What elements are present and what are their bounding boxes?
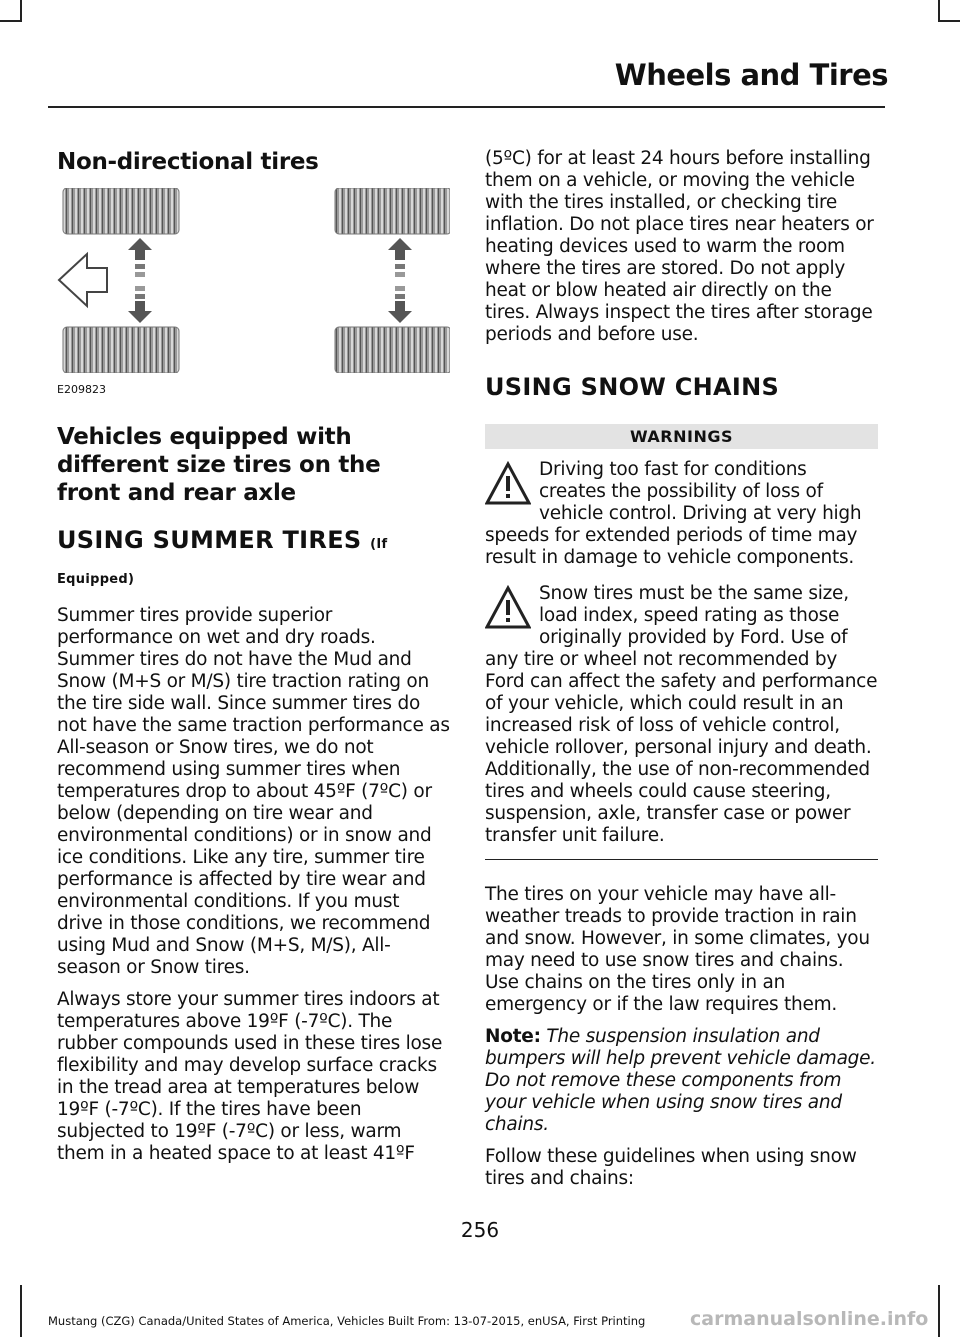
warning-item bbox=[485, 459, 878, 569]
arrow-up-icon bbox=[128, 238, 152, 260]
header-divider bbox=[48, 106, 885, 108]
crop-mark bbox=[20, 0, 22, 22]
warning-triangle-icon bbox=[485, 461, 531, 507]
note-text: The suspension insulation and bumpers will help prevent vehicle damage. Do not remove these components from your vehicle when using snow tires and chains. bbox=[485, 1026, 876, 1135]
crop-mark bbox=[938, 0, 940, 22]
page-header-title: Wheels and Tires bbox=[614, 58, 888, 92]
crop-mark bbox=[0, 20, 22, 22]
arrow-down-icon bbox=[128, 301, 152, 323]
summer-tires-title-suffix: (If Equipped) bbox=[57, 537, 388, 587]
page-number: 256 bbox=[460, 1218, 500, 1242]
summer-tires-paragraph: Summer tires provide superior performance on wet and dry roads. Summer tires do not have the Mud and Snow (M+S or M/S) tire traction rating on the tire side wall. Since summer tires do not have the same traction performance as All-season or Snow tires, we do not recommend using summer tires when temperatures drop to about 45ºF (7ºC) or below (depending on tire wear and environmental conditions) or in snow and ice conditions. Like any tire, summer tire performance is affected by tire wear and environmental conditions. If you must drive in those conditions, we recommend using Mud and Snow (M+S, M/S), All-season or Snow tires. bbox=[57, 605, 450, 978]
warning-triangle-icon bbox=[485, 585, 531, 631]
note-paragraph bbox=[485, 1026, 878, 1136]
warning-item bbox=[485, 583, 878, 847]
crop-mark bbox=[938, 1285, 940, 1337]
warnings-box bbox=[485, 424, 878, 860]
summer-tires-title bbox=[57, 525, 450, 595]
tire-rear-left bbox=[63, 327, 179, 373]
warnings-heading: WARNINGS bbox=[485, 424, 878, 449]
tire-rotation-figure bbox=[57, 188, 450, 396]
printing-footer: Mustang (CZG) Canada/United States of America, Vehicles Built From: 13-07-2015, enUSA, First Printing bbox=[48, 1314, 646, 1328]
figure-id: E209823 bbox=[57, 383, 106, 396]
tire-rear-right bbox=[335, 327, 450, 373]
note-label: Note: bbox=[485, 1026, 541, 1047]
tire-rotation-diagram bbox=[57, 188, 450, 373]
arrow-down-icon bbox=[388, 301, 412, 323]
snow-chains-title: USING SNOW CHAINS bbox=[485, 373, 780, 401]
arrow-up-icon bbox=[388, 238, 412, 260]
summer-tires-title-text: USING SUMMER TIRES bbox=[57, 526, 362, 554]
forward-direction-arrow-icon bbox=[59, 254, 107, 306]
tire-front-left bbox=[63, 188, 179, 234]
crop-mark bbox=[20, 1285, 22, 1337]
snow-chains-paragraph: The tires on your vehicle may have all-weather treads to provide traction in rain and snow. However, in some climates, you may need to use snow tires and chains. Use chains on the tires only in an emergency or if the law requires them. bbox=[485, 884, 870, 1015]
crop-mark bbox=[938, 20, 960, 22]
storage-continued-paragraph: (5ºC) for at least 24 hours before installing them on a vehicle, or moving the vehicle with the tires installed, or checking tire inflation. Do not place tires near heaters or heating devices used to warm the room where the tires are stored. Do not apply heat or blow heated air directly on the tires. Always inspect the tires after storage periods and before use. bbox=[485, 148, 874, 345]
warnings-divider bbox=[485, 859, 878, 860]
watermark: carmanualsonline.info bbox=[690, 1308, 929, 1330]
tire-front-right bbox=[335, 188, 450, 234]
warning-snow-tires-text: Snow tires must be the same size, load index, speed rating as those originally provided by Ford. Use of any tire or wheel not recommended by Ford can affect the safety and performance of your vehicle, which could result in an increased risk of loss of vehicle control, vehicle rollover, personal injury and death. Additionally, the use of non-recommended tires and wheels could cause steering, suspension, axle, transfer case or power transfer unit failure. bbox=[485, 583, 878, 846]
nondirectional-heading: Non-directional tires bbox=[57, 149, 319, 175]
warning-speed-text: Driving too fast for conditions creates the possibility of loss of vehicle control. Driving at very high speeds for extended periods of time may result in damage to vehicle components. bbox=[485, 459, 862, 568]
summer-tires-storage-paragraph: Always store your summer tires indoors at temperatures above 19ºF (-7ºC). The rubber compounds used in these tires lose flexibility and may develop surface cracks in the tread area at temperatures below 19ºF (-7ºC). If the tires have been subjected to 19ºF (-7ºC) or less, warm them in a heated space to at least 41ºF bbox=[57, 989, 443, 1164]
guidelines-intro-paragraph: Follow these guidelines when using snow tires and chains: bbox=[485, 1146, 857, 1189]
right-column bbox=[485, 140, 878, 1190]
vehicles-different-size-heading: Vehicles equipped with different size tires on the front and rear axle bbox=[57, 424, 381, 506]
left-column bbox=[57, 140, 450, 1165]
